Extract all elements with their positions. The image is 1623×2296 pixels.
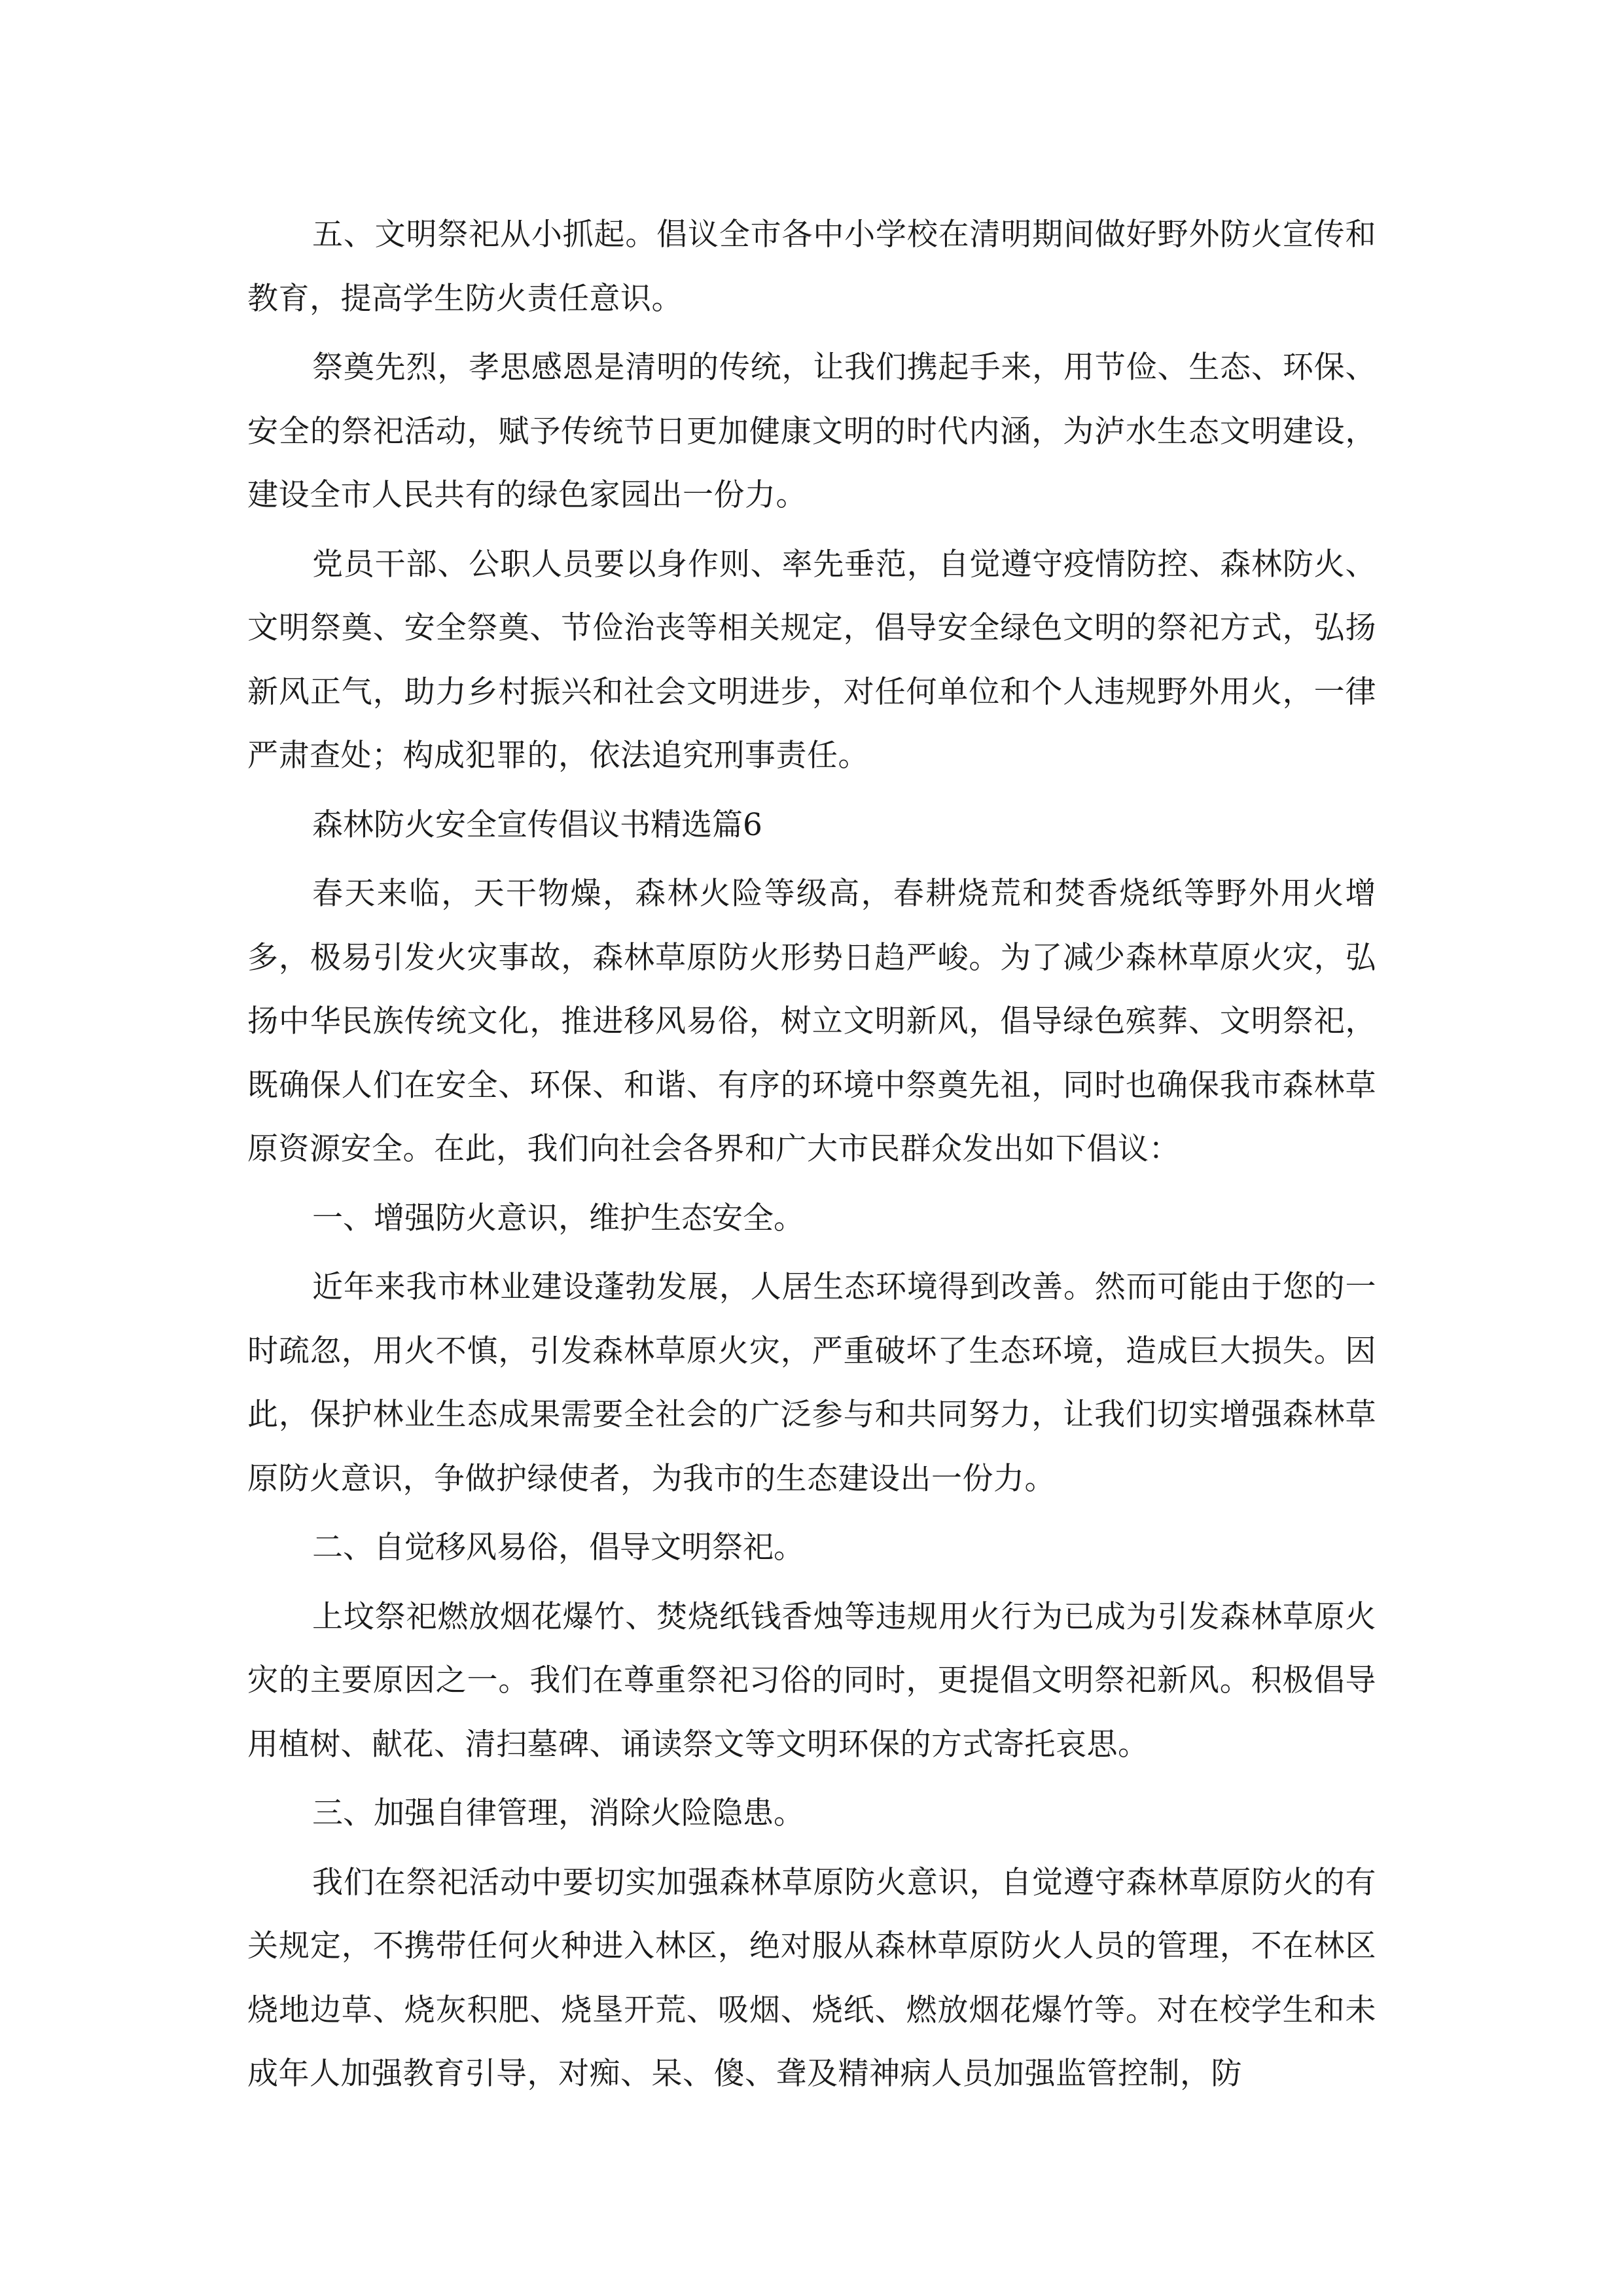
paragraph-party-members: 党员干部、公职人员要以身作则、率先垂范，自觉遵守疫情防控、森林防火、文明祭奠、安全祭奠、节俭治丧等相关规定，倡导安全绿色文明的祭祀方式，弘扬新风正气，助力乡村振兴和社会文明进步，对任何单位和个人违规野外用火，一律严肃查处；构成犯罪的，依法追究刑事责任。 <box>247 546 1376 774</box>
paragraph-item-5: 五、文明祭祀从小抓起。倡议全市各中小学校在清明期间做好野外防火宣传和教育，提高学生防火责任意识。 <box>247 217 1376 317</box>
section-heading: 森林防火安全宣传倡议书精选篇6 <box>312 806 762 843</box>
paragraph-intro: 春天来临，天干物燥，森林火险等级高，春耕烧荒和焚香烧纸等野外用火增多，极易引发火灾事故，森林草原防火形势日趋严峻。为了减少森林草原火灾，弘扬中华民族传统文化，推进移风易俗，树立文明新风，倡导绿色殡葬、文明祭祀，既确保人们在安全、环保、和谐、有序的环境中祭奠先祖，同时也确保我市森林草原资源安全。在此，我们向社会各界和广大市民群众发出如下倡议： <box>247 876 1376 1167</box>
paragraph-point-3: 我们在祭祀活动中要切实加强森林草原防火意识，自觉遵守森林草原防火的有关规定，不携带任何火种进入林区，绝对服从森林草原防火人员的管理，不在林区烧地边草、烧灰积肥、烧垦开荒、吸烟、烧纸、燃放烟花爆竹等。对在校学生和未成年人加强教育引导，对痴、呆、傻、聋及精神病人员加强监管控制，防 <box>247 1864 1376 2092</box>
paragraph-point-2: 上坟祭祀燃放烟花爆竹、焚烧纸钱香烛等违规用火行为已成为引发森林草原火灾的主要原因之一。我们在尊重祭祀习俗的同时，更提倡文明祭祀新风。积极倡导用植树、献花、清扫墓碑、诵读祭文等文明环保的方式寄托哀思。 <box>247 1598 1376 1763</box>
paragraph-point-1: 近年来我市林业建设蓬勃发展，人居生态环境得到改善。然而可能由于您的一时疏忽，用火不慎，引发森林草原火灾，严重破坏了生态环境，造成巨大损失。因此，保护林业生态成果需要全社会的广泛参与和共同努力，让我们切实增强森林草原防火意识，争做护绿使者，为我市的生态建设出一份力。 <box>247 1269 1376 1497</box>
point-heading-2: 二、自觉移风易俗，倡导文明祭祀。 <box>312 1530 804 1566</box>
point-heading-1: 一、增强防火意识，维护生态安全。 <box>312 1200 804 1236</box>
document-page <box>247 203 1376 2111</box>
point-heading-3: 三、加强自律管理，消除火险隐患。 <box>312 1795 804 1831</box>
paragraph-closing-appeal: 祭奠先烈，孝思感恩是清明的传统，让我们携起手来，用节俭、生态、环保、安全的祭祀活动，赋予传统节日更加健康文明的时代内涵，为泸水生态文明建设，建设全市人民共有的绿色家园出一份力。 <box>247 350 1376 513</box>
